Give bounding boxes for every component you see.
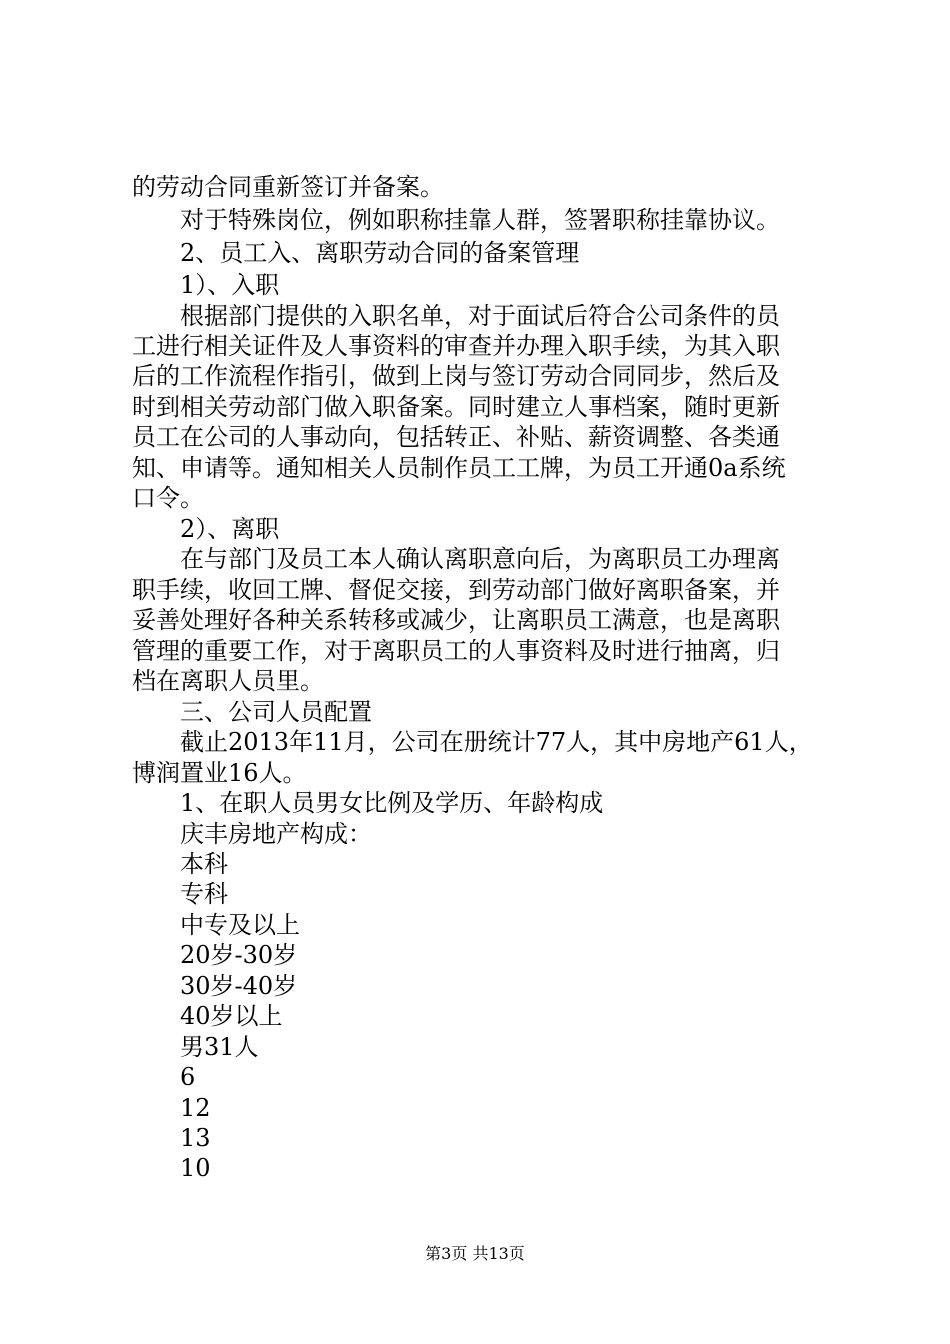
text-line: 博润置业16人。 (132, 759, 307, 787)
text-line: 根据部门提供的入职名单，对于面试后符合公司条件的员 (180, 302, 780, 330)
text-line: 的劳动合同重新签订并备案。 (132, 173, 444, 201)
text-line: 时到相关劳动部门做入职备案。同时建立人事档案，随时更新 (132, 393, 780, 421)
text-line: 2、员工入、离职劳动合同的备案管理 (180, 239, 580, 267)
text-line: 后的工作流程作指引，做到上岗与签订劳动合同同步，然后及 (132, 362, 780, 390)
list-item: 30岁-40岁 (180, 972, 298, 1000)
text-line: 工进行相关证件及人事资料的审查并办理入职手续，为其入职 (132, 332, 780, 360)
list-item: 6 (180, 1063, 196, 1091)
list-item: 13 (180, 1124, 211, 1152)
text-line: 妥善处理好各种关系转移或减少，让离职员工满意，也是离职 (132, 606, 780, 634)
list-item: 10 (180, 1154, 211, 1182)
text-line: 口令。 (132, 484, 204, 512)
section-heading: 三、公司人员配置 (180, 698, 372, 726)
text-line: 职手续，收回工牌、督促交接，到劳动部门做好离职备案，并 (132, 576, 780, 604)
text-line: 员工在公司的人事动向，包括转正、补贴、薪资调整、各类通 (132, 423, 780, 451)
list-item: 20岁-30岁 (180, 941, 298, 969)
text-line: 管理的重要工作，对于离职员工的人事资料及时进行抽离，归 (132, 637, 780, 665)
text-line: 截止2013年11月，公司在册统计77人，其中房地产61人， (180, 728, 813, 756)
page-number-footer: 第3页 共13页 (425, 1244, 525, 1263)
list-item: 男31人 (180, 1033, 259, 1061)
text-line: 对于特殊岗位，例如职称挂靠人群，签署职称挂靠协议。 (180, 206, 780, 234)
list-item: 12 (180, 1094, 211, 1122)
list-item: 专科 (180, 880, 228, 908)
text-line: 1）、入职 (180, 271, 280, 299)
text-line: 档在离职人员里。 (132, 667, 324, 695)
list-item: 40岁以上 (180, 1002, 283, 1030)
list-item: 中专及以上 (180, 911, 300, 939)
text-line: 在与部门及员工本人确认离职意向后，为离职员工办理离 (180, 545, 780, 573)
text-line: 2）、离职 (180, 515, 280, 543)
text-line: 1、在职人员男女比例及学历、年龄构成 (180, 789, 604, 817)
list-item: 本科 (180, 850, 228, 878)
text-line: 庆丰房地产构成： (180, 820, 372, 848)
text-line: 知、申请等。通知相关人员制作员工工牌，为员工开通0a系统 (132, 454, 786, 482)
